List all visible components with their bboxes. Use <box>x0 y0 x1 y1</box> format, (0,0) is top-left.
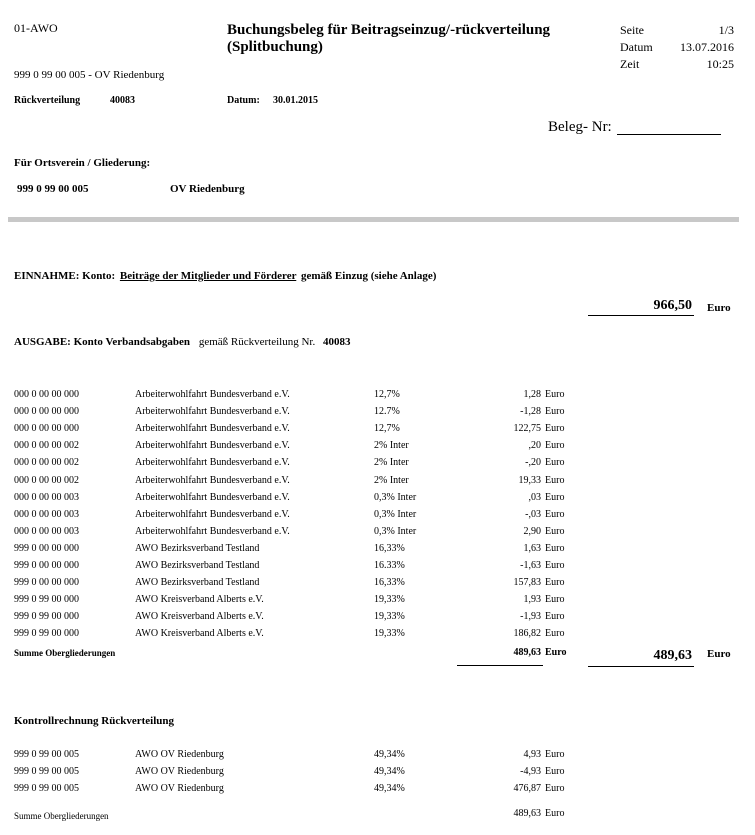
document-title <box>227 22 550 56</box>
row-percentage: 12,7% <box>374 389 400 400</box>
row-account-number: 000 0 00 00 002 <box>14 440 79 452</box>
row-organization: Arbeiterwohlfahrt Bundesverband e.V. <box>135 406 290 418</box>
row-amount: 122,75 <box>513 423 541 435</box>
recipient-label: Für Ortsverein / Gliederung: <box>14 157 151 169</box>
row-amount: -1,28 <box>520 406 541 418</box>
zeit-value: 10:25 <box>706 57 734 71</box>
table-row <box>0 457 755 474</box>
expense-total-line <box>588 666 694 667</box>
table-row <box>0 526 755 543</box>
income-amount: 966,50 <box>653 298 692 313</box>
row-percentage: 2% Inter <box>374 474 409 486</box>
row-percentage: 16.33% <box>374 560 405 571</box>
row-organization: Arbeiterwohlfahrt Bundesverband e.V. <box>135 423 290 435</box>
table-row <box>0 577 755 594</box>
row-percentage: 49,34% <box>374 766 405 778</box>
title-line-2: (Splitbuchung) <box>227 39 323 55</box>
row-percentage: 16,33% <box>374 577 405 589</box>
row-currency: Euro <box>545 389 565 400</box>
income-account: Beiträge der Mitglieder und Förderer <box>119 270 297 282</box>
income-amount-line <box>588 315 694 316</box>
row-percentage: 2% Inter <box>374 440 409 452</box>
table-row <box>0 783 755 800</box>
expense-middle: gemäß Rückverteilung Nr. <box>198 336 316 348</box>
row-percentage: 12.7% <box>374 406 400 418</box>
zeit-label: Zeit <box>620 57 640 71</box>
row-amount: 186,82 <box>513 628 541 640</box>
row-currency: Euro <box>545 474 565 486</box>
sender-line: 999 0 99 00 005 - OV Riedenburg <box>14 69 165 81</box>
table-row <box>0 423 755 440</box>
expense-sum-label: Summe Obergliederungen <box>14 648 116 658</box>
row-percentage: 19,33% <box>374 628 405 640</box>
row-currency: Euro <box>545 491 565 503</box>
row-account-number: 999 0 00 00 000 <box>14 560 79 571</box>
row-percentage: 0,3% Inter <box>374 508 417 520</box>
row-currency: Euro <box>545 560 565 571</box>
table-row <box>0 628 755 645</box>
row-amount: 157,83 <box>513 577 541 589</box>
row-organization: AWO Bezirksverband Testland <box>135 560 260 571</box>
table-row <box>0 509 755 526</box>
control-sum-value: 489,63 <box>513 808 541 819</box>
rueckverteilung-label: Rückverteilung <box>14 95 81 106</box>
row-account-number: 999 0 99 00 005 <box>14 783 79 795</box>
control-sum-currency: Euro <box>545 808 565 819</box>
income-prefix: EINNAHME: Konto: <box>14 270 116 282</box>
row-currency: Euro <box>545 577 565 589</box>
row-currency: Euro <box>545 766 565 778</box>
rueckverteilung-number: 40083 <box>110 95 135 106</box>
expense-total: 489,63 <box>653 648 692 663</box>
row-account-number: 999 0 99 00 005 <box>14 766 79 778</box>
row-account-number: 000 0 00 00 002 <box>14 457 79 469</box>
table-row <box>0 560 755 577</box>
row-amount: 19,33 <box>518 474 541 486</box>
expense-nr: 40083 <box>322 336 351 348</box>
row-account-number: 000 0 00 00 000 <box>14 406 79 418</box>
row-organization: AWO Bezirksverband Testland <box>135 542 260 554</box>
seite-value: 1/3 <box>718 23 734 37</box>
row-percentage: 16,33% <box>374 542 405 554</box>
row-currency: Euro <box>545 423 565 435</box>
seite-label: Seite <box>620 23 644 37</box>
row-organization: AWO OV Riedenburg <box>135 766 224 778</box>
row-account-number: 999 0 99 00 000 <box>14 628 79 640</box>
row-account-number: 000 0 00 00 002 <box>14 474 79 486</box>
control-sum-label: Summe Obergliederungen <box>14 811 109 821</box>
row-account-number: 000 0 00 00 000 <box>14 423 79 435</box>
row-organization: Arbeiterwohlfahrt Bundesverband e.V. <box>135 491 290 503</box>
recipient-number: 999 0 99 00 005 <box>17 183 89 195</box>
row-percentage: 0,3% Inter <box>374 491 417 503</box>
org-code: 01-AWO <box>14 21 58 35</box>
row-organization: Arbeiterwohlfahrt Bundesverband e.V. <box>135 389 290 400</box>
row-account-number: 999 0 99 00 000 <box>14 611 79 623</box>
table-row <box>0 475 755 492</box>
row-currency: Euro <box>545 525 565 537</box>
section-divider <box>8 217 739 222</box>
row-organization: Arbeiterwohlfahrt Bundesverband e.V. <box>135 508 290 520</box>
row-amount: ,20 <box>528 440 541 452</box>
datum2-label: Datum: <box>227 95 260 106</box>
table-row <box>0 389 755 406</box>
row-currency: Euro <box>545 783 565 795</box>
row-currency: Euro <box>545 594 565 606</box>
row-amount: -1,63 <box>520 560 541 571</box>
row-amount: 1,93 <box>523 594 541 606</box>
row-currency: Euro <box>545 611 565 623</box>
row-currency: Euro <box>545 440 565 452</box>
row-organization: AWO OV Riedenburg <box>135 783 224 795</box>
expense-sum-currency: Euro <box>545 647 567 658</box>
row-currency: Euro <box>545 457 565 469</box>
row-amount: 476,87 <box>513 783 541 795</box>
row-currency: Euro <box>545 542 565 554</box>
row-currency: Euro <box>545 628 565 640</box>
datum-value: 13.07.2016 <box>680 40 734 54</box>
table-row <box>0 406 755 423</box>
row-amount: 1,63 <box>523 542 541 554</box>
row-account-number: 999 0 99 00 000 <box>14 594 79 606</box>
expense-total-currency: Euro <box>707 648 731 660</box>
table-row <box>0 440 755 457</box>
row-account-number: 000 0 00 00 003 <box>14 508 79 520</box>
row-organization: AWO Kreisverband Alberts e.V. <box>135 611 264 623</box>
row-amount: -,03 <box>525 508 541 520</box>
row-account-number: 999 0 99 00 005 <box>14 749 79 760</box>
row-organization: AWO Kreisverband Alberts e.V. <box>135 628 264 640</box>
table-row <box>0 594 755 611</box>
row-amount: 2,90 <box>523 525 541 537</box>
row-currency: Euro <box>545 406 565 418</box>
row-percentage: 19,33% <box>374 594 405 606</box>
table-row <box>0 611 755 628</box>
row-amount: 4,93 <box>523 749 541 760</box>
row-organization: Arbeiterwohlfahrt Bundesverband e.V. <box>135 440 290 452</box>
income-line <box>14 270 436 282</box>
control-title: Kontrollrechnung Rückverteilung <box>14 715 175 727</box>
row-account-number: 999 0 00 00 000 <box>14 542 79 554</box>
row-percentage: 49,34% <box>374 783 405 795</box>
table-row <box>0 749 755 766</box>
row-account-number: 999 0 00 00 000 <box>14 577 79 589</box>
row-percentage: 12,7% <box>374 423 400 435</box>
row-account-number: 000 0 00 00 003 <box>14 525 79 537</box>
row-account-number: 000 0 00 00 000 <box>14 389 79 400</box>
row-organization: Arbeiterwohlfahrt Bundesverband e.V. <box>135 525 290 537</box>
row-organization: AWO Bezirksverband Testland <box>135 577 260 589</box>
title-line-1: Buchungsbeleg für Beitragseinzug/-rückverteilung <box>227 22 551 38</box>
row-amount: 1,28 <box>523 389 541 400</box>
row-percentage: 19,33% <box>374 611 405 623</box>
expense-sum-value: 489,63 <box>513 647 541 658</box>
row-percentage: 2% Inter <box>374 457 409 469</box>
row-currency: Euro <box>545 749 565 760</box>
row-organization: AWO OV Riedenburg <box>135 749 224 760</box>
expense-sum-line <box>457 665 543 666</box>
row-amount: -4,93 <box>520 766 541 778</box>
table-row <box>0 492 755 509</box>
row-account-number: 000 0 00 00 003 <box>14 491 79 503</box>
income-suffix: gemäß Einzug (siehe Anlage) <box>301 270 437 282</box>
datum-label: Datum <box>620 40 653 54</box>
row-currency: Euro <box>545 508 565 520</box>
table-row <box>0 543 755 560</box>
row-organization: Arbeiterwohlfahrt Bundesverband e.V. <box>135 457 290 469</box>
income-currency: Euro <box>707 302 731 314</box>
beleg-nr-line <box>617 134 721 135</box>
row-percentage: 0,3% Inter <box>374 525 417 537</box>
expense-prefix: AUSGABE: Konto Verbandsabgaben <box>14 336 191 348</box>
row-organization: AWO Kreisverband Alberts e.V. <box>135 594 264 606</box>
expense-heading <box>14 336 350 348</box>
beleg-nr-label: Beleg- Nr: <box>548 119 612 135</box>
row-percentage: 49,34% <box>374 749 405 760</box>
recipient-name: OV Riedenburg <box>170 183 245 195</box>
row-organization: Arbeiterwohlfahrt Bundesverband e.V. <box>135 474 290 486</box>
datum2-value: 30.01.2015 <box>273 95 318 106</box>
table-row <box>0 766 755 783</box>
row-amount: -,20 <box>525 457 541 469</box>
row-amount: ,03 <box>528 491 541 503</box>
row-amount: -1,93 <box>520 611 541 623</box>
